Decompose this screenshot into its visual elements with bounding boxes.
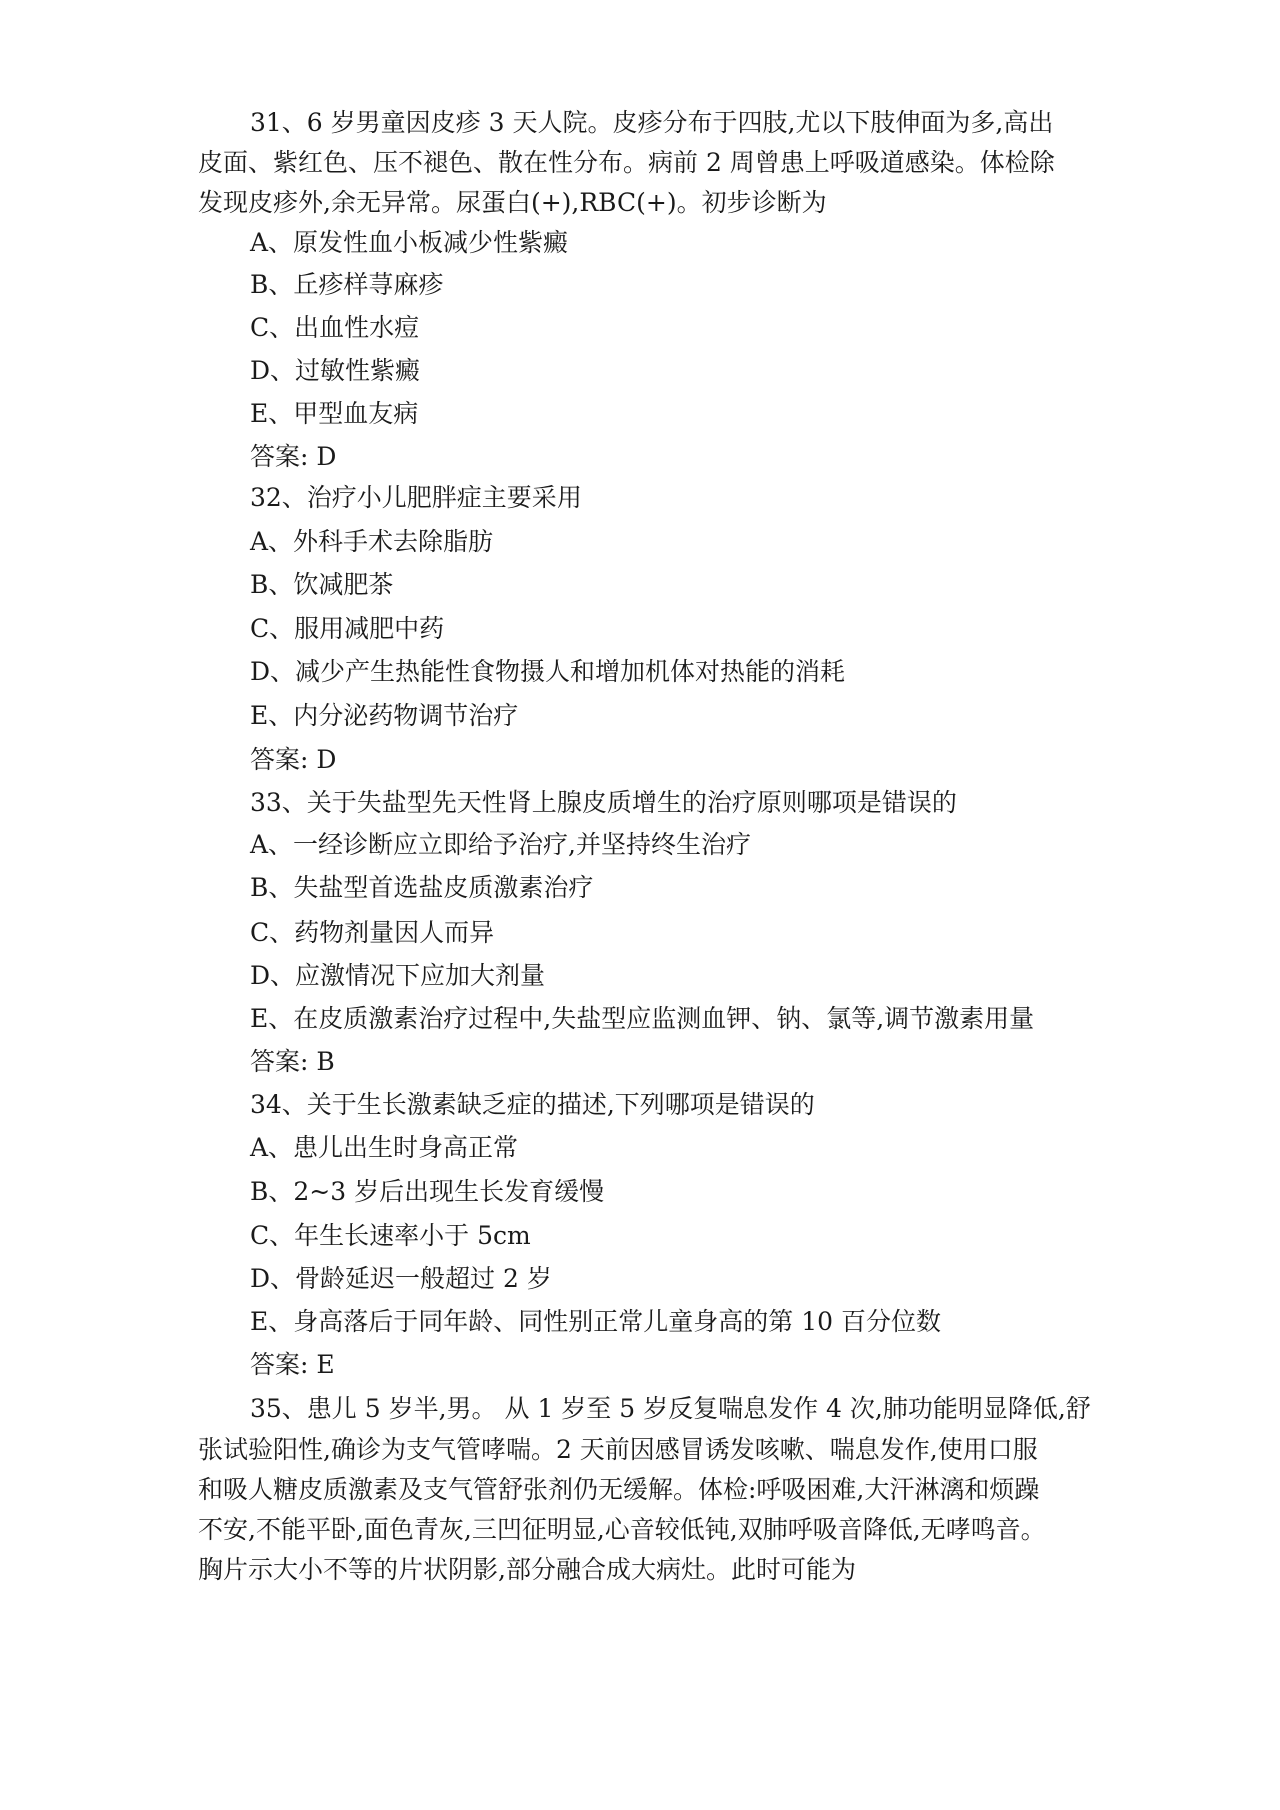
question-31-option-e: E、甲型血友病 [250, 399, 419, 428]
question-31-option-d: D、过敏性紫癜 [250, 356, 421, 385]
question-31-stem-line-2: 皮面、紫红色、压不褪色、散在性分布。病前 2 周曾患上呼吸道感染。体检除 [198, 148, 1055, 177]
question-34-answer: 答案: E [250, 1350, 335, 1379]
question-33-stem-line-1: 33、关于失盐型先天性肾上腺皮质增生的治疗原则哪项是错误的 [250, 788, 957, 817]
question-34-option-a: A、患儿出生时身高正常 [250, 1133, 519, 1162]
question-32-option-b: B、饮减肥茶 [250, 570, 394, 599]
question-31-stem-line-3: 发现皮疹外,余无异常。尿蛋白(+),RBC(+)。初步诊断为 [198, 188, 827, 217]
question-34-option-b: B、2~3 岁后出现生长发育缓慢 [250, 1177, 605, 1206]
question-35-stem-line-4: 不安,不能平卧,面色青灰,三凹征明显,心音较低钝,双肺呼吸音降低,无哮鸣音。 [198, 1515, 1046, 1544]
question-35-stem-line-2: 张试验阳性,确诊为支气管哮喘。2 天前因感冒诱发咳嗽、喘息发作,使用口服 [198, 1435, 1038, 1464]
question-33-option-d: D、应激情况下应加大剂量 [250, 961, 546, 990]
question-32-option-c: C、服用减肥中药 [250, 614, 445, 643]
question-32-option-a: A、外科手术去除脂肪 [250, 527, 494, 556]
question-35-stem-line-5: 胸片示大小不等的片状阴影,部分融合成大病灶。此时可能为 [198, 1555, 856, 1584]
question-31-option-c: C、出血性水痘 [250, 313, 420, 342]
question-33-option-a: A、一经诊断应立即给予治疗,并坚持终生治疗 [250, 830, 752, 859]
question-32-stem-line-1: 32、治疗小儿肥胖症主要采用 [250, 483, 582, 512]
question-31-option-a: A、原发性血小板减少性紫癜 [250, 228, 569, 257]
question-32-option-e: E、内分泌药物调节治疗 [250, 701, 519, 730]
question-33-answer: 答案: B [250, 1047, 335, 1076]
question-33-option-b: B、失盐型首选盐皮质激素治疗 [250, 873, 594, 902]
question-34-option-d: D、骨龄延迟一般超过 2 岁 [250, 1264, 552, 1293]
question-31-answer: 答案: D [250, 442, 337, 471]
question-34-stem-line-1: 34、关于生长激素缺乏症的描述,下列哪项是错误的 [250, 1090, 815, 1119]
question-31-option-b: B、丘疹样荨麻疹 [250, 270, 444, 299]
question-35-stem-line-1: 35、患儿 5 岁半,男。 从 1 岁至 5 岁反复喘息发作 4 次,肺功能明显降低,舒 [250, 1394, 1091, 1423]
question-32-answer: 答案: D [250, 745, 337, 774]
question-35-stem-line-3: 和吸人糖皮质激素及支气管舒张剂仍无缓解。体检:呼吸困难,大汗淋漓和烦躁 [198, 1475, 1040, 1504]
question-34-option-c: C、年生长速率小于 5cm [250, 1221, 531, 1250]
question-31-stem-line-1: 31、6 岁男童因皮疹 3 天人院。皮疹分布于四肢,尤以下肢伸面为多,高出 [250, 108, 1054, 137]
question-34-option-e: E、身高落后于同年龄、同性别正常儿童身高的第 10 百分位数 [250, 1307, 941, 1336]
question-33-option-c: C、药物剂量因人而异 [250, 918, 495, 947]
question-32-option-d: D、减少产生热能性食物摄人和增加机体对热能的消耗 [250, 657, 846, 686]
question-33-option-e: E、在皮质激素治疗过程中,失盐型应监测血钾、钠、氯等,调节激素用量 [250, 1004, 1035, 1033]
